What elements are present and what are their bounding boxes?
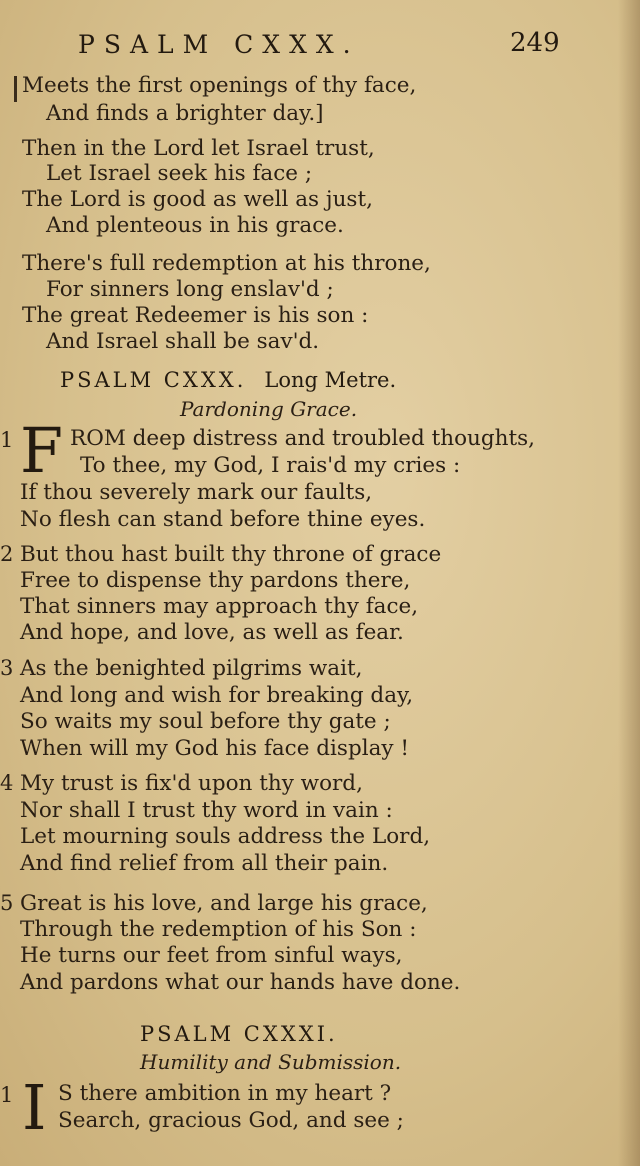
page-gutter-shadow [618,0,640,1166]
verse-line: S there ambition in my heart ? [58,1081,392,1106]
running-title: PSALM CXXX. [78,30,360,59]
stanza-number: 2 [0,542,14,566]
psalm-heading [60,368,396,392]
drop-cap: I [22,1071,47,1144]
verse-line: And long and wish for breaking day, [20,683,414,708]
bracket-mark [14,76,17,102]
verse-line: So waits my soul before thy gate ; [20,709,391,734]
psalm-number-title: PSALM CXXX. [60,368,247,392]
verse-line: And plenteous in his grace. [46,213,344,238]
psalm-subtitle: Pardoning Grace. [180,397,358,421]
stanza-number: 1 [0,428,14,452]
verse-line: And pardons what our hands have done. [20,970,461,995]
verse-line: My trust is fix'd upon thy word, [20,771,363,796]
verse-line: He turns our feet from sinful ways, [20,943,403,968]
verse-line: And finds a brighter day.] [46,101,324,126]
verse-line: Through the redemption of his Son : [20,917,417,942]
verse-line: There's full redemption at his throne, [22,251,431,276]
running-header [0,30,640,64]
verse-line: And find relief from all their pain. [20,851,389,876]
verse-line: When will my God his face display ! [20,736,410,761]
verse-line: ROM deep distress and troubled thoughts, [70,426,536,451]
stanza-number: 4 [0,771,14,795]
psalm-heading: PSALM CXXXI. [140,1022,338,1046]
psalm-subtitle: Humility and Submission. [140,1050,402,1074]
verse-line: Let mourning souls address the Lord, [20,824,431,849]
verse-line: But thou hast built thy throne of grace [20,542,442,567]
stanza-number: 1 [0,1083,14,1107]
verse-line: And Israel shall be sav'd. [46,329,320,354]
verse-line: The Lord is good as well as just, [22,187,373,212]
verse-line: That sinners may approach thy face, [20,594,419,619]
metre-label: Long Metre. [264,368,397,392]
drop-cap: F [20,414,64,487]
verse-line: If thou severely mark our faults, [20,480,373,505]
verse-line: Free to dispense thy pardons there, [20,568,411,593]
page-number: 249 [510,28,560,58]
verse-line: Search, gracious God, and see ; [58,1108,404,1133]
verse-line: Nor shall I trust thy word in vain : [20,798,393,823]
stanza-number: 3 [0,656,14,680]
verse-line: Meets the first openings of thy face, [22,73,417,98]
verse-line: Let Israel seek his face ; [46,161,313,186]
verse-line: The great Redeemer is his son : [22,303,369,328]
verse-line: No flesh can stand before thine eyes. [20,507,426,532]
verse-line: For sinners long enslav'd ; [46,277,334,302]
verse-line: As the benighted pilgrims wait, [20,656,363,681]
verse-line: Great is his love, and large his grace, [20,891,428,916]
stanza-number: 5 [0,891,14,915]
verse-line: And hope, and love, as well as fear. [20,620,404,645]
verse-line: To thee, my God, I rais'd my cries : [80,453,461,478]
verse-line: Then in the Lord let Israel trust, [22,136,375,161]
